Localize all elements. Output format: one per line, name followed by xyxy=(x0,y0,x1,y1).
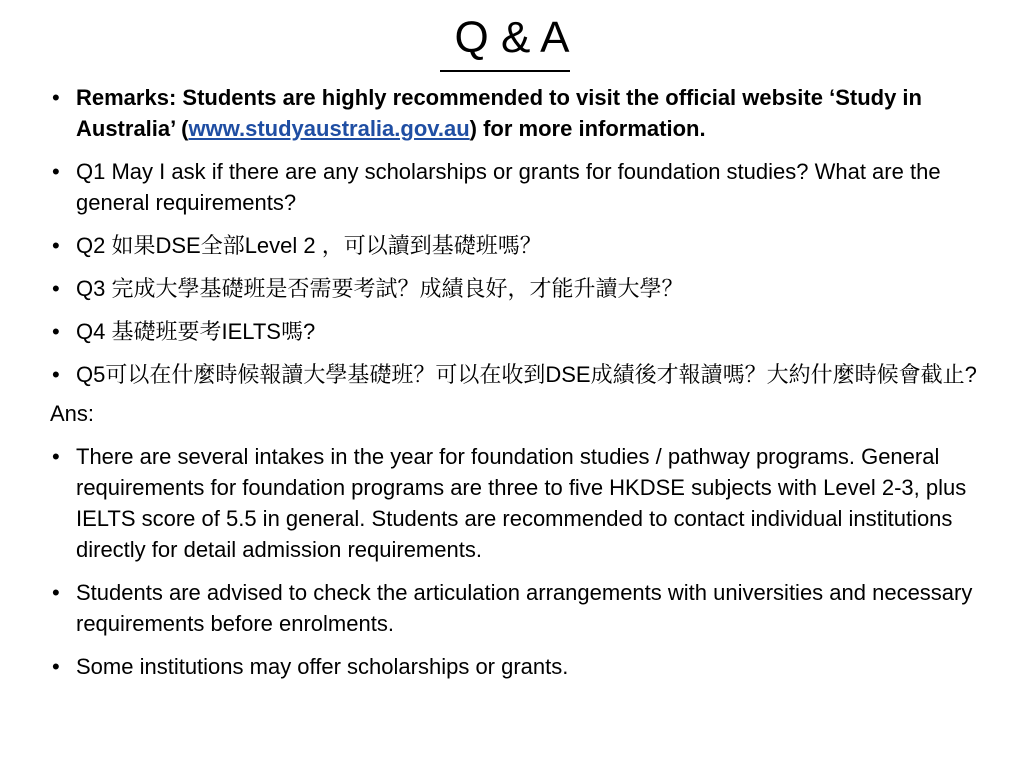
title-underline xyxy=(440,70,570,72)
question-item-q1 xyxy=(50,156,990,218)
answer-item xyxy=(50,651,990,682)
question-list xyxy=(50,82,990,390)
answer-text: There are several intakes in the year for foundation studies / pathway programs. General requirements for foundation programs are three to five HKDSE subjects with Level 2-3, plus IELTS score of 5.5 in general. Students are recommended to contact individual institutions directly for detail admission requirements. xyxy=(76,444,967,562)
question-item-q2 xyxy=(50,230,990,261)
remarks-item xyxy=(50,82,990,144)
answer-text: Students are advised to check the articulation arrangements with universities and necessary requirements before enrolments. xyxy=(76,580,973,636)
question-text-q4: Q4 基礎班要考IELTS嗎? xyxy=(76,319,316,344)
question-text-q3: Q3 完成大學基礎班是否需要考試？成績良好，才能升讀大學？ xyxy=(76,276,684,301)
bullet-icon: • xyxy=(52,654,60,679)
question-item-q3 xyxy=(50,273,990,304)
bullet-icon: • xyxy=(52,233,60,258)
bullet-icon: • xyxy=(52,362,60,387)
qa-content xyxy=(50,82,990,694)
remarks-prefix: Remarks: Students are highly recommended to visit the official website ‘Study in Australia’ ( xyxy=(76,85,922,141)
bullet-icon: • xyxy=(52,444,60,469)
bullet-icon: • xyxy=(52,580,60,605)
question-text-q5: Q5可以在什麼時候報讀大學基礎班？可以在收到DSE成績後才報讀嗎？大約什麼時候會截止? xyxy=(76,362,977,387)
remarks-text xyxy=(76,85,922,141)
question-item-q4 xyxy=(50,316,990,347)
answer-item xyxy=(50,441,990,565)
bullet-icon: • xyxy=(52,319,60,344)
bullet-icon: • xyxy=(52,85,60,110)
question-text-q2: Q2 如果DSE全部Level 2 ，可以讀到基礎班嗎？ xyxy=(76,233,542,258)
answer-item xyxy=(50,577,990,639)
study-australia-link[interactable]: www.studyaustralia.gov.au xyxy=(188,116,470,141)
question-item-q5 xyxy=(50,359,990,390)
page-title: Q & A xyxy=(454,13,570,62)
question-text-q1: Q1 May I ask if there are any scholarships or grants for foundation studies? What are the general requirements? xyxy=(76,159,941,215)
answer-list xyxy=(50,441,990,682)
bullet-icon: • xyxy=(52,159,60,184)
remarks-suffix: ) for more information. xyxy=(469,116,706,141)
bullet-icon: • xyxy=(52,276,60,301)
answer-text: Some institutions may offer scholarships or grants. xyxy=(76,654,569,679)
answer-label: Ans: xyxy=(50,401,95,426)
